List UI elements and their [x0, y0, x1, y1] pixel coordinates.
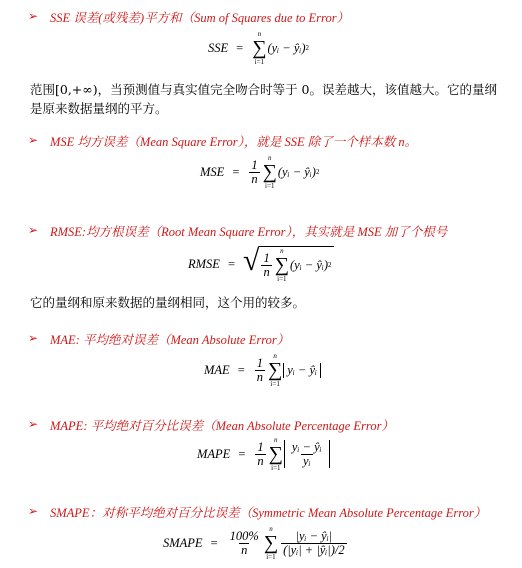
mae-formula: [204, 352, 321, 388]
summation-icon: n ∑ i=1: [268, 436, 283, 472]
sse-lhs: SSE: [208, 40, 229, 55]
mae-fraction: $\frac{1}{n}$: [256, 355, 263, 384]
summation-icon: n ∑ i=1: [268, 352, 283, 388]
summation-icon: n ∑ i=1: [262, 154, 277, 190]
mse-power: 2: [315, 168, 320, 176]
mse-fraction: $\frac{1}{n}$: [251, 157, 258, 186]
equals-sign: =: [227, 257, 235, 271]
smape-heading: SMAPE：对称平均绝对百分比误差（Symmetric Mean Absolute Percentage Error）: [50, 506, 487, 520]
mae-body: yᵢ − ŷᵢ: [283, 363, 321, 378]
mape-abs: $\frac{\text{yᵢ − ŷᵢ}}{\text{yᵢ}}$: [284, 440, 330, 468]
mae-lhs: MAE: [204, 362, 230, 377]
sse-body: (yᵢ − ŷᵢ): [267, 40, 306, 55]
summation-icon: n ∑ i=1: [252, 30, 267, 66]
equals-sign: =: [210, 535, 218, 550]
bullet-arrow-icon: ➢: [28, 504, 39, 518]
rmse-formula: [188, 246, 334, 283]
square-root-icon: √ $\frac{1}{n}$ n ∑ i=1 (yᵢ − ŷᵢ) 2: [243, 244, 332, 283]
equals-sign: =: [236, 40, 244, 55]
rmse-lhs: RMSE: [188, 257, 220, 271]
sse-note: 范围[0,+∞)，当预测值与真实值完全吻合时等于 0。误差越大，该值越大。它的量纲是原来数据量纲的平方。: [30, 82, 497, 116]
bullet-arrow-icon: ➢: [28, 223, 39, 237]
mse-formula: [200, 154, 319, 190]
sse-heading: SSE 误差(或残差)平方和（Sum of Squares due to Error）: [50, 11, 350, 25]
smape-inner-fraction: $\frac{\text{|yᵢ − ŷᵢ|}}{\text{(|yᵢ| + |ŷᵢ|)/2}}$: [283, 528, 345, 557]
sse-formula: [208, 30, 309, 66]
mse-heading: MSE 均方误差（Mean Square Error），就是 SSE 除了一个样本数 n。: [50, 135, 418, 149]
sse-power: 2: [305, 44, 310, 52]
summation-icon: n ∑ i=1: [274, 247, 289, 283]
mape-heading: MAPE: 平均绝对百分比误差（Mean Absolute Percentage Error）: [50, 419, 394, 433]
summation-icon: n ∑ i=1: [263, 525, 279, 561]
mse-body: (yᵢ − ŷᵢ): [277, 164, 316, 179]
smape-fraction: $\frac{100\%}{n}$: [229, 528, 259, 557]
bullet-arrow-icon: ➢: [28, 9, 39, 23]
mape-fraction: $\frac{1}{n}$: [257, 439, 264, 468]
smape-lhs: SMAPE: [163, 535, 203, 550]
bullet-arrow-icon: ➢: [28, 331, 39, 345]
bullet-arrow-icon: ➢: [28, 417, 39, 431]
rmse-heading: RMSE:均方根误差（Root Mean Square Error），其实就是 MSE 加了个根号: [50, 225, 448, 239]
equals-sign: =: [232, 164, 240, 179]
mape-lhs: MAPE: [197, 446, 231, 461]
smape-formula: [163, 525, 349, 561]
equals-sign: =: [238, 446, 246, 461]
mape-formula: [197, 436, 330, 472]
mae-heading: MAE: 平均绝对误差（Mean Absolute Error）: [50, 333, 290, 347]
rmse-body: (yᵢ − ŷᵢ): [289, 257, 329, 272]
bullet-arrow-icon: ➢: [28, 133, 39, 147]
equals-sign: =: [237, 362, 245, 377]
mse-lhs: MSE: [200, 164, 225, 179]
rmse-note: 它的量纲和原来数据的量纲相同，这个用的较多。: [30, 295, 306, 310]
